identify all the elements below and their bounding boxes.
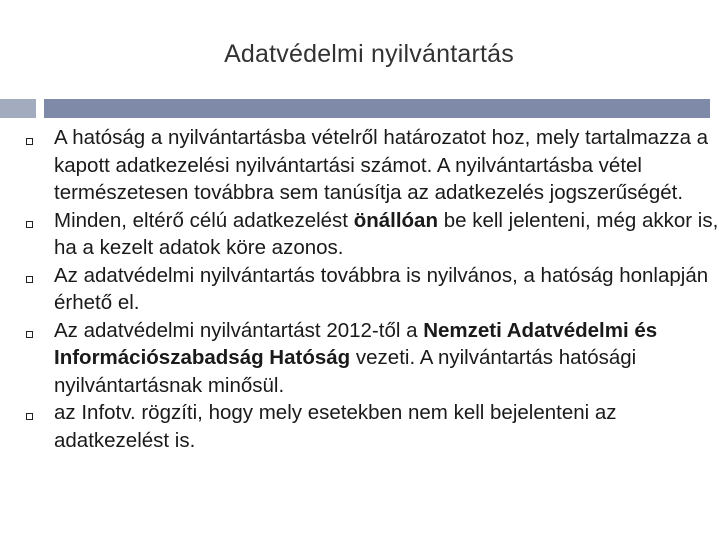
hollow-square-bullet-icon <box>26 413 33 420</box>
bullet-item <box>24 399 720 454</box>
bullet-text: Az adatvédelmi nyilvántartás továbbra is nyilvános, a hatóság honlapján érhető el. <box>54 263 709 314</box>
bullet-text: Minden, eltérő célú adatkezelést <box>54 208 354 232</box>
hollow-square-bullet-icon <box>26 221 33 228</box>
hollow-square-bullet-icon <box>26 331 33 338</box>
bullet-text: be kell jelenteni, még akkor is, ha a kezelt adatok köre azonos. <box>54 208 719 259</box>
slide-title: Adatvédelmi nyilvántartás <box>224 40 514 68</box>
bullet-item <box>24 124 720 207</box>
bullet-text-emphasis: Nemzeti Adatvédelmi és Információszabadság Hatóság <box>54 318 658 369</box>
title-divider-left <box>0 99 36 118</box>
title-divider-right <box>44 99 710 118</box>
bullet-list <box>24 124 720 454</box>
bullet-text: A hatóság a nyilvántartásba vételről határozatot hoz, mely tartalmazza a kapott adatkezelési nyilvántartási számot. A nyilvántartásba vétel természetesen továbbra sem tanúsítja az adatkezelés jogszerűségét. <box>54 126 709 204</box>
hollow-square-bullet-icon <box>26 276 33 283</box>
bullet-item <box>24 317 720 400</box>
bullet-text: vezeti. A nyilvántartás hatósági nyilvántartásnak minősül. <box>54 346 637 397</box>
bullet-text-emphasis: önállóan <box>353 208 438 232</box>
bullet-text: az Infotv. rögzíti, hogy mely esetekben nem kell bejelenteni az adatkezelést is. <box>54 401 617 452</box>
bullet-item <box>24 262 720 317</box>
bullet-item <box>24 207 720 262</box>
hollow-square-bullet-icon <box>26 138 33 145</box>
bullet-text: Az adatvédelmi nyilvántartást 2012-től a <box>54 318 424 342</box>
